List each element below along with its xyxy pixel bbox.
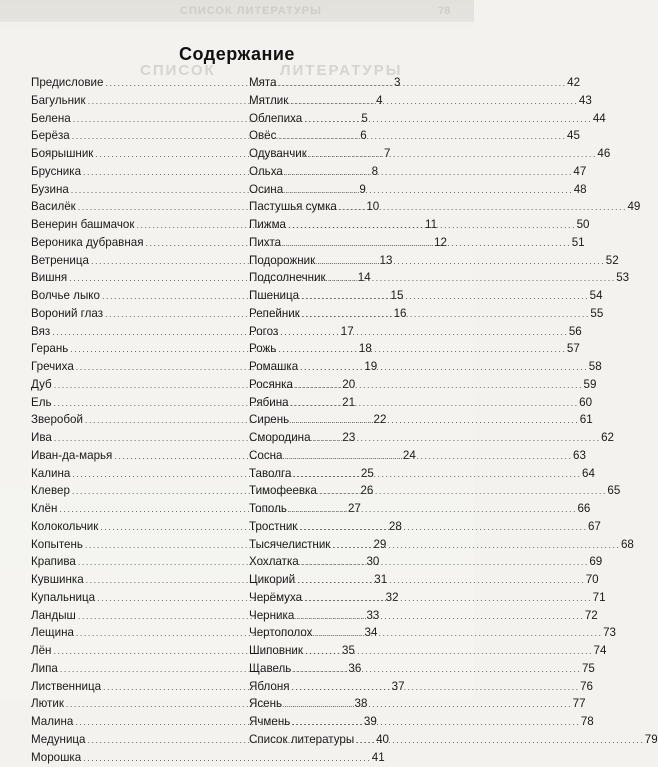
toc-entry-title: Лиственница <box>31 678 101 696</box>
toc-entry-title: Тростник <box>249 518 297 536</box>
dot-leader <box>288 216 575 235</box>
dot-leader <box>356 731 643 750</box>
toc-entry-page-number: 18 <box>359 340 372 358</box>
toc-entry-page-number: 15 <box>391 287 404 305</box>
toc-entry-page-number: 39 <box>364 713 377 731</box>
toc-entry-page-number: 52 <box>606 252 619 270</box>
toc-entry-title: Колокольчик <box>31 518 98 536</box>
toc-entry[interactable] <box>249 536 451 554</box>
toc-entry-title: Калина <box>31 465 70 483</box>
toc-column-left <box>31 74 232 766</box>
toc-entry-title: Сосна <box>249 447 282 465</box>
toc-entry-title: Лещина <box>31 624 74 642</box>
toc-entry-page-number: 76 <box>580 678 593 696</box>
toc-entry-page-number: 30 <box>366 553 379 571</box>
toc-entry-page-number: 37 <box>392 678 405 696</box>
toc-entry-title: Боярышник <box>31 145 93 163</box>
toc-entry[interactable] <box>249 198 451 216</box>
toc-entry-title: Багульник <box>31 92 86 110</box>
toc-entry-page-number: 24 <box>403 447 416 465</box>
toc-entry-page-number: 59 <box>584 376 597 394</box>
toc-entry-page-number: 49 <box>627 198 640 216</box>
toc-entry[interactable] <box>31 465 232 483</box>
toc-entry-title: Ячмень <box>249 713 290 731</box>
toc-entry[interactable] <box>249 695 451 713</box>
toc-entry-page-number: 14 <box>358 269 371 287</box>
toc-entry[interactable] <box>31 394 232 412</box>
toc-entry-page-number: 60 <box>579 394 592 412</box>
toc-entry[interactable] <box>31 518 232 536</box>
dot-leader <box>296 607 583 626</box>
dot-leader <box>279 74 566 93</box>
dot-leader <box>289 500 576 519</box>
toc-entry-page-number: 64 <box>582 465 595 483</box>
toc-entry-page-number: 33 <box>366 607 379 625</box>
toc-entry-title: Мята <box>249 74 277 92</box>
toc-entry[interactable] <box>249 731 451 749</box>
toc-entry[interactable] <box>31 678 232 696</box>
dot-leader <box>297 571 584 590</box>
toc-entry-title: Василёк <box>31 198 76 216</box>
toc-entry-title: Ива <box>31 429 52 447</box>
toc-entry[interactable] <box>31 163 232 181</box>
dot-leader <box>291 394 578 413</box>
dot-leader <box>284 447 571 466</box>
dot-leader <box>301 287 588 306</box>
toc-entry-title: Венерин башмачок <box>31 216 134 234</box>
toc-entry-page-number: 34 <box>365 624 378 642</box>
toc-entry[interactable] <box>31 145 232 163</box>
toc-entry-title: Клён <box>31 500 57 518</box>
toc-entry[interactable] <box>31 713 232 731</box>
dot-leader <box>309 145 596 164</box>
dot-leader <box>285 163 572 182</box>
dot-leader <box>304 110 591 129</box>
toc-entry-page-number: 23 <box>342 429 355 447</box>
toc-entry-page-number: 9 <box>359 181 365 199</box>
toc-entry-page-number: 71 <box>593 589 606 607</box>
toc-entry-title: Таволга <box>249 465 291 483</box>
toc-entry-title: Список литературы <box>249 731 354 749</box>
toc-entry-page-number: 66 <box>577 500 590 518</box>
toc-entry-page-number: 47 <box>573 163 586 181</box>
toc-entry-title: Ясень <box>249 695 282 713</box>
toc-entry[interactable] <box>31 340 232 358</box>
toc-entry[interactable] <box>31 216 232 234</box>
toc-entry[interactable] <box>249 163 451 181</box>
toc-entry[interactable] <box>249 234 451 252</box>
dot-leader <box>295 376 582 395</box>
toc-entry-title: Пихта <box>249 234 281 252</box>
page-title: Содержание <box>0 44 474 65</box>
toc-entry[interactable] <box>31 287 232 305</box>
toc-entry[interactable] <box>31 323 232 341</box>
dot-leader <box>283 234 570 253</box>
toc-entry-page-number: 63 <box>573 447 586 465</box>
toc-entry[interactable] <box>249 376 451 394</box>
toc-entry[interactable] <box>31 198 232 216</box>
toc-entry[interactable] <box>31 695 232 713</box>
toc-entry-page-number: 72 <box>585 607 598 625</box>
toc-entry-page-number: 68 <box>621 536 634 554</box>
toc-entry-page-number: 7 <box>384 145 390 163</box>
dot-leader <box>280 323 567 342</box>
dot-leader <box>300 358 587 377</box>
toc-entry[interactable] <box>31 553 232 571</box>
show-through-heading-left: СПИСОК <box>140 62 216 79</box>
toc-entry-title: Тимофеевка <box>249 482 317 500</box>
toc-entry-page-number: 5 <box>361 110 367 128</box>
toc-entry-title: Тополь <box>249 500 287 518</box>
dot-leader <box>305 642 592 661</box>
toc-entry-title: Лён <box>31 642 51 660</box>
dot-leader <box>291 411 578 430</box>
toc-entry-page-number: 41 <box>372 749 385 767</box>
toc-entry[interactable] <box>249 642 451 660</box>
toc-entry-title: Шиповник <box>249 642 303 660</box>
toc-entry-title: Щавель <box>249 660 291 678</box>
toc-entry-title: Ольха <box>249 163 283 181</box>
toc-entry-title: Малина <box>31 713 73 731</box>
toc-entry-title: Липа <box>31 660 58 678</box>
dot-leader <box>290 92 577 111</box>
toc-entry-page-number: 11 <box>425 216 437 234</box>
toc-entry[interactable] <box>31 536 232 554</box>
toc-entry[interactable] <box>31 500 232 518</box>
toc-entry[interactable] <box>249 252 451 270</box>
toc-entry-title: Купальница <box>31 589 95 607</box>
toc-entry-page-number: 69 <box>589 553 602 571</box>
toc-entry-title: Мятлик <box>249 92 288 110</box>
toc-entry-page-number: 12 <box>434 234 447 252</box>
toc-entry-page-number: 54 <box>590 287 603 305</box>
toc-entry-title: Пшеница <box>249 287 299 305</box>
toc-entry-title: Медуница <box>31 731 86 749</box>
toc-entry[interactable] <box>31 305 232 323</box>
toc-entry-page-number: 48 <box>574 181 587 199</box>
toc-entry[interactable] <box>249 305 451 323</box>
toc-entry-title: Берёза <box>31 127 70 145</box>
toc-entry[interactable] <box>249 678 451 696</box>
toc-entry[interactable] <box>31 92 232 110</box>
toc-entry[interactable] <box>249 447 451 465</box>
toc-entry-page-number: 61 <box>580 411 593 429</box>
dot-leader <box>285 181 572 200</box>
dot-leader <box>299 518 586 537</box>
toc-entry[interactable] <box>249 429 451 447</box>
toc-entry-title: Осина <box>249 181 283 199</box>
toc-entry-title: Вероника дубравная <box>31 234 143 252</box>
dot-leader <box>313 429 600 448</box>
toc-entry[interactable] <box>31 234 232 252</box>
toc-entry-page-number: 78 <box>581 713 594 731</box>
toc-entry-title: Рябина <box>249 394 289 412</box>
toc-entry[interactable] <box>249 394 451 412</box>
toc-entry-title: Вороний глаз <box>31 305 103 323</box>
toc-entry-title: Герань <box>31 340 68 358</box>
toc-entry[interactable] <box>31 429 232 447</box>
toc-entry[interactable] <box>31 181 232 199</box>
toc-entry[interactable] <box>249 465 451 483</box>
toc-entry-title: Лютик <box>31 695 64 713</box>
toc-entry[interactable] <box>249 145 451 163</box>
toc-entry-title: Хохлатка <box>249 553 299 571</box>
toc-entry-page-number: 65 <box>607 482 620 500</box>
toc-entry-title: Зверобой <box>31 411 83 429</box>
toc-entry-page-number: 28 <box>389 518 402 536</box>
toc-entry-page-number: 8 <box>372 163 378 181</box>
toc-entry-page-number: 26 <box>360 482 373 500</box>
toc-entry-title: Бузина <box>31 181 69 199</box>
dot-leader <box>278 127 565 146</box>
toc-entry[interactable] <box>249 269 451 287</box>
show-through-header-text: СПИСОК ЛИТЕРАТУРЫ <box>180 5 322 17</box>
toc-entry[interactable] <box>249 74 451 92</box>
toc-entry[interactable] <box>249 553 451 571</box>
toc-entry-page-number: 13 <box>380 252 393 270</box>
toc-entry[interactable] <box>249 358 451 376</box>
toc-entry[interactable] <box>31 624 232 642</box>
toc-entry[interactable] <box>249 624 451 642</box>
toc-entry[interactable] <box>31 358 232 376</box>
toc-entry[interactable] <box>31 269 232 287</box>
toc-entry[interactable] <box>31 571 232 589</box>
toc-entry-page-number: 79 <box>645 731 658 749</box>
toc-entry[interactable] <box>249 323 451 341</box>
dot-leader <box>319 482 606 501</box>
toc-entry-title: Ромашка <box>249 358 298 376</box>
toc-entry-title: Вяз <box>31 323 50 341</box>
toc-entry-title: Чертополох <box>249 624 312 642</box>
toc-entry-title: Рогоз <box>249 323 278 341</box>
toc-entry[interactable] <box>31 110 232 128</box>
toc-entry[interactable] <box>249 713 451 731</box>
toc-entry[interactable] <box>249 216 451 234</box>
toc-entry-page-number: 40 <box>376 731 389 749</box>
toc-entry-page-number: 29 <box>373 536 386 554</box>
toc-entry-title: Вишня <box>31 269 67 287</box>
toc-entry-page-number: 10 <box>366 198 379 216</box>
toc-entry-page-number: 55 <box>590 305 603 323</box>
toc-entry-page-number: 51 <box>572 234 585 252</box>
toc-entry[interactable] <box>249 589 451 607</box>
dot-leader <box>304 589 591 608</box>
toc-entry-title: Черёмуха <box>249 589 302 607</box>
dot-leader <box>292 678 579 697</box>
toc-entry-page-number: 36 <box>348 660 361 678</box>
toc-entry-title: Кувшинка <box>31 571 84 589</box>
dot-leader <box>83 749 370 767</box>
toc-entry-page-number: 4 <box>376 92 382 110</box>
toc-entry[interactable] <box>249 518 451 536</box>
dot-leader <box>314 624 601 643</box>
toc-entry-title: Предисловие <box>31 74 103 92</box>
toc-entry[interactable] <box>31 447 232 465</box>
toc-entry-title: Овёс <box>249 127 276 145</box>
dot-leader <box>293 465 580 484</box>
toc-entry-title: Рожь <box>249 340 276 358</box>
toc-entry-title: Пижма <box>249 216 286 234</box>
toc-entry[interactable] <box>249 127 451 145</box>
dot-leader <box>302 305 589 324</box>
toc-entry-title: Морошка <box>31 749 81 767</box>
dot-leader <box>278 340 565 359</box>
toc-entry[interactable] <box>249 571 451 589</box>
toc-entry-page-number: 57 <box>567 340 580 358</box>
toc-entry[interactable] <box>31 376 232 394</box>
toc-entry-title: Волчье лыко <box>31 287 100 305</box>
toc-entry-title: Подсолнечник <box>249 269 326 287</box>
toc-entry-page-number: 31 <box>374 571 387 589</box>
toc-entry-page-number: 27 <box>348 500 361 518</box>
toc-entry-title: Крапива <box>31 553 76 571</box>
toc-entry-title: Гречиха <box>31 358 74 376</box>
show-through-page-number: 78 <box>438 5 450 17</box>
toc-entry-page-number: 43 <box>579 92 592 110</box>
toc-entry-title: Цикорий <box>249 571 295 589</box>
toc-entry[interactable] <box>31 411 232 429</box>
toc-entry[interactable] <box>249 411 451 429</box>
toc-entry-title: Росянка <box>249 376 293 394</box>
toc-entry-page-number: 35 <box>342 642 355 660</box>
toc-entry-title: Подорожник <box>249 252 315 270</box>
toc-entry-page-number: 32 <box>386 589 399 607</box>
toc-entry-page-number: 58 <box>589 358 602 376</box>
toc-entry[interactable] <box>249 660 451 678</box>
toc-entry-title: Одуванчик <box>249 145 307 163</box>
toc-entry-page-number: 73 <box>603 624 616 642</box>
toc-entry-page-number: 16 <box>394 305 407 323</box>
toc-entry[interactable] <box>249 110 451 128</box>
toc-entry-title: Смородина <box>249 429 311 447</box>
toc-entry-page-number: 25 <box>361 465 374 483</box>
toc-entry-page-number: 56 <box>569 323 582 341</box>
toc-entry-page-number: 75 <box>582 660 595 678</box>
toc-entry-title: Иван-да-марья <box>31 447 112 465</box>
toc-entry[interactable] <box>31 642 232 660</box>
toc-entry[interactable] <box>249 500 451 518</box>
toc-entry[interactable] <box>31 127 232 145</box>
toc-entry-page-number: 20 <box>342 376 355 394</box>
toc-column-right <box>249 74 451 749</box>
toc-entry[interactable] <box>249 92 451 110</box>
toc-entry-page-number: 70 <box>586 571 599 589</box>
toc-entry[interactable] <box>249 287 451 305</box>
toc-entry[interactable] <box>31 482 232 500</box>
toc-entry-page-number: 17 <box>341 323 354 341</box>
toc-entry-title: Брусника <box>31 163 81 181</box>
toc-entry-page-number: 22 <box>374 411 387 429</box>
toc-entry-page-number: 53 <box>616 269 629 287</box>
toc-entry-page-number: 50 <box>577 216 590 234</box>
toc-entry-title: Клевер <box>31 482 70 500</box>
toc-entry[interactable] <box>31 660 232 678</box>
toc-entry-title: Пастушья сумка <box>249 198 337 216</box>
toc-entry-title: Яблоня <box>249 678 290 696</box>
toc-entry[interactable] <box>31 731 232 749</box>
toc-entry-title: Тысячелистник <box>249 536 330 554</box>
toc-entry[interactable] <box>249 340 451 358</box>
toc-entry[interactable] <box>31 607 232 625</box>
toc-entry-page-number: 62 <box>601 429 614 447</box>
toc-entry-page-number: 38 <box>355 695 368 713</box>
toc-entry-title: Ландыш <box>31 607 76 625</box>
toc-entry-page-number: 42 <box>567 74 580 92</box>
dot-leader <box>332 536 619 555</box>
toc-entry-title: Копытень <box>31 536 83 554</box>
dot-leader <box>293 660 580 679</box>
toc-entry-title: Черника <box>249 607 294 625</box>
toc-entry[interactable] <box>249 181 451 199</box>
dot-leader <box>284 695 571 714</box>
toc-entry-page-number: 67 <box>588 518 601 536</box>
toc-entry-page-number: 19 <box>364 358 377 376</box>
dot-leader <box>339 198 626 217</box>
toc-entry-page-number: 74 <box>594 642 607 660</box>
toc-entry-title: Облепиха <box>249 110 302 128</box>
toc-entry-page-number: 46 <box>597 145 610 163</box>
toc-entry-title: Сирень <box>249 411 289 429</box>
dot-leader <box>328 269 615 288</box>
toc-entry[interactable] <box>249 482 451 500</box>
toc-entry-page-number: 21 <box>342 394 355 412</box>
dot-leader <box>317 252 604 271</box>
toc-entry-page-number: 77 <box>573 695 586 713</box>
toc-entry[interactable] <box>249 607 451 625</box>
toc-entry-title: Ель <box>31 394 52 412</box>
dot-leader <box>301 553 588 572</box>
show-through-heading-right: ЛИТЕРАТУРЫ <box>280 62 402 79</box>
toc-entry[interactable] <box>31 589 232 607</box>
toc-entry-page-number: 3 <box>394 74 400 92</box>
toc-entry[interactable] <box>31 749 232 767</box>
toc-entry-page-number: 45 <box>567 127 580 145</box>
toc-entry-page-number: 6 <box>360 127 366 145</box>
toc-entry[interactable] <box>31 74 232 92</box>
toc-entry[interactable] <box>31 252 232 270</box>
toc-entry-title: Репейник <box>249 305 300 323</box>
toc-entry-title: Белена <box>31 110 71 128</box>
toc-entry-title: Ветреница <box>31 252 89 270</box>
toc-entry-title: Дуб <box>31 376 52 394</box>
dot-leader <box>292 713 579 732</box>
toc-entry-page-number: 44 <box>593 110 606 128</box>
